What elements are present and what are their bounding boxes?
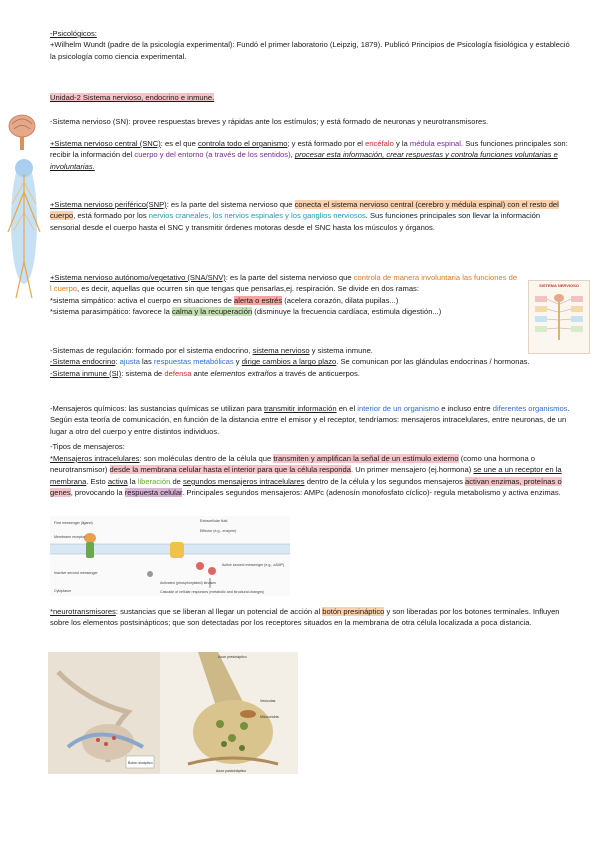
snc-paragraph: [50, 138, 570, 172]
signal-label-cascade: Cascade of cellular responses (metabolic and structural changes): [160, 590, 265, 594]
synapse-label-mitocondria: Mitocondria: [260, 715, 279, 719]
endocrino-respuestas: respuestas metabólicas: [153, 357, 234, 367]
inmune-text: : sistema de: [121, 368, 165, 378]
regulacion-sistema-nervioso: sistema nervioso: [252, 346, 310, 355]
endocrino-ajusta: ajusta: [119, 357, 140, 367]
synapse-label-axon-pre: Axon presináptico: [218, 655, 247, 659]
synapse-label-vesiculas: Vesículas: [260, 699, 276, 703]
intracelulares-text: la: [127, 476, 138, 486]
sn-paragraph: -Sistema nervioso (SN): provee respuestas breves y rápidas ante los estímulos; y está formado de neuronas y neurotransmisores.: [50, 117, 489, 126]
snc-text: ; y está formado por el: [287, 139, 366, 148]
signal-label-effector: Effector (e.g., enzyme): [200, 529, 237, 533]
signal-label-first: First messenger (ligand): [54, 521, 93, 525]
intracelulares-liberacion: liberación: [137, 476, 171, 486]
snc-encefalo: encéfalo: [365, 139, 394, 148]
neuro-label: *neurotransmisores: [50, 607, 116, 616]
sna-label: +Sistema nervioso autónomo/vegetativo (SNA/SNV): [50, 273, 226, 282]
snc-entorno: cuerpo y del entorno (a través de los sentidos): [134, 150, 291, 160]
parasimpatico-text: *sistema parasimpático: favorece la: [50, 307, 172, 317]
mensajeros-text: -Mensajeros químicos: las sustancias químicas se utilizan para: [50, 404, 264, 413]
sna-text: : es la parte del sistema nervioso que: [225, 273, 354, 282]
endocrino-text: y: [233, 357, 242, 367]
mensajeros-text: en el: [336, 404, 358, 413]
snp-text: , está formado por los: [73, 211, 149, 221]
endocrino-text: . Se comunican por las glándulas endocrinas / hormonas.: [336, 357, 530, 367]
regulacion-text: y sistema inmune.: [309, 346, 373, 355]
snc-controla: controla todo el organismo: [197, 139, 288, 148]
synapse-label-boton: Botón sináptico: [128, 761, 153, 765]
snp-conecta: conecta el sistema nervioso central (cerebro y médula espinal) con el resto del cuerpo: [50, 200, 559, 221]
neuro-paragraph: [50, 606, 570, 629]
mensajeros-interior: interior de un organismo: [357, 404, 440, 413]
neuro-text: : sustancias que se liberan al llegar un potencial de acción al: [115, 607, 323, 616]
regulacion-text: -Sistemas de regulación: formado por el sistema endocrino,: [50, 346, 253, 355]
snc-medula: médula espinal: [409, 139, 461, 148]
wundt-paragraph: +Wilhelm Wundt (padre de la psicología experimental): Fundó el primer laboratorio (Leipzig, 1879). Publicó Principios de Psicología fisiológica y estableció la psicología como ciencia experimental.: [50, 40, 570, 61]
snp-paragraph: [50, 199, 570, 233]
mensajeros-paragraph: [50, 403, 570, 437]
unidad-title: Unidad-2 Sistema nervioso, endocrino e inmune.: [50, 93, 215, 102]
sna-controla: controla de manera involuntaria las funciones de l cuerpo: [50, 273, 518, 294]
synapse-figure: [48, 652, 298, 774]
simpatico-text: *sistema simpático: activa el cuerpo en situaciones de: [50, 295, 235, 305]
sna-chart-title: SISTEMA NERVIOSO: [539, 283, 579, 288]
intracelulares-label: *Mensajeros intracelulares: [50, 454, 140, 463]
mensajeros-transmitir: transmitir información: [263, 404, 337, 413]
intracelulares-activan: activan enzimas, proteínas o genes: [50, 476, 562, 498]
endocrino-line: [50, 356, 560, 367]
mensajeros-text: e incluso entre: [439, 404, 493, 413]
psicologicos-section: [50, 28, 570, 62]
neuro-text: y son liberadas por los botones terminales. Influyen sobre los elementos postsinápticos; que son detectadas por los receptores situados en la membrana de otra célula localizada a poca distancia.: [50, 607, 560, 628]
neuro-boton: botón presináptico: [322, 607, 385, 616]
intracelulares-text: dentro de la célula y los segundos mensajeros: [304, 476, 465, 486]
inmune-defensa: defensa: [164, 368, 192, 378]
mensajeros-diferentes: diferentes organismos: [492, 404, 568, 413]
intracelulares-paragraph: [50, 453, 570, 499]
snp-text: . Sus funciones principales son llevar la información sensorial desde el cuerpo hasta el SNC y transmitir órdenes motoras desde el SNC hasta los músculos y órganos.: [50, 211, 541, 232]
snc-procesar: procesar esta información, crear respuestas y controla funciones voluntarias e involuntarias.: [50, 150, 558, 171]
unidad-title-row: [50, 92, 570, 103]
snc-label: +Sistema nervioso central (SNC): [50, 139, 161, 148]
signal-label-kinases: Activated (phosphorylated) kinases: [160, 581, 216, 585]
inmune-elementos: elementos extraños: [210, 368, 277, 378]
intracelulares-segundos: segundos mensajeros intracelulares: [183, 476, 305, 486]
mensajeros-text: . Según esta teoría de comunicación, en función de la distancia entre el emisor y el receptor, tendríamos: mensajeros intracelulares, entre neuronas, de un lugar a otro del cuerpo y entre distintos individuos.: [50, 404, 570, 436]
intracelulares-text: , provocando la: [70, 488, 125, 498]
sna-text: , es decir, aquellas que ocurren sin que tengas que pensarlas,ej. respiración. Se divide en dos ramas:: [77, 284, 419, 294]
inmune-text: ante: [191, 368, 211, 378]
snp-label: +Sistema nervioso periférico(SNP): [50, 200, 167, 209]
intracelulares-transmiten: transmiten y amplifican la señal de un estímulo externo: [273, 454, 459, 463]
regulacion-line: [50, 345, 560, 356]
signal-label-inactive: Inactive second messenger: [54, 571, 98, 575]
snc-text: : es el que: [160, 139, 198, 148]
intracelulares-respuesta: respuesta celular: [124, 488, 183, 498]
regulacion-section: [50, 345, 560, 379]
synapse-label-axon-post: Axon postsináptico: [216, 769, 247, 773]
intracelulares-receptor: se une a un receptor en la membrana: [50, 465, 562, 486]
intracelulares-text: . Esto: [86, 476, 108, 486]
intracelulares-text: . Principales segundos mensajeros: AMPc (adenosín monofosfato cíclico)- regula metabolismo y activa enzimas.: [182, 488, 561, 498]
intracelulares-desde: desde la membrana celular hasta el interior para que la célula responda: [109, 465, 351, 475]
sna-chart-diagram: [529, 288, 589, 350]
snp-nervios: nervios craneales, los nervios espinales y los ganglios nerviosos: [148, 211, 366, 221]
snp-text: : es la parte del sistema nervioso que: [166, 200, 295, 209]
inmune-label: -Sistema inmune (SI): [50, 368, 122, 378]
endocrino-text: :: [115, 357, 120, 367]
sna-paragraph: [50, 272, 520, 318]
intracelulares-text: . Un primer mensajero (ej.hormona): [350, 465, 474, 475]
intracelulares-text: : son moléculas dentro de la célula que: [139, 454, 274, 463]
signal-label-receptor: Membrane receptor: [54, 535, 86, 539]
inmune-line: [50, 368, 560, 379]
intracelulares-text: de: [170, 476, 183, 486]
parasimpatico-calma: calma y la recuperación: [171, 307, 253, 317]
parasimpatico-text: (disminuye la frecuencia cardíaca, estimula digestión...): [252, 307, 442, 317]
body-nervous-system-figure: [0, 112, 52, 302]
endocrino-dirige: dirige cambios a largo plazo: [241, 357, 337, 367]
second-messenger-figure: [50, 516, 290, 596]
simpatico-text: (acelera corazón, dilata pupilas...): [282, 295, 399, 305]
intracelulares-activa: activa: [107, 476, 128, 486]
sna-chart-figure: [528, 280, 590, 354]
signal-label-cytoplasm: Cytoplasm: [54, 589, 71, 593]
signal-label-active: Active second messenger (e.g., cAMP): [222, 563, 285, 567]
snc-text: y la: [393, 139, 410, 148]
simpatico-alerta: alerta o estrés: [234, 295, 283, 305]
tipos-title: -Tipos de mensajeros:: [50, 442, 125, 451]
signal-label-extracellular: Extracellular fluid: [200, 519, 228, 523]
endocrino-text: las: [139, 357, 154, 367]
snc-text: ,: [290, 150, 295, 160]
psicologicos-title: -Psicológicos:: [50, 29, 97, 38]
intracelulares-text: (como una hormona o neurotransmisor): [50, 454, 536, 475]
inmune-text: a través de anticuerpos.: [276, 368, 360, 378]
endocrino-label: -Sistema endocrino: [50, 357, 116, 367]
snc-text: . Sus funciones principales son: recibir la información del: [50, 139, 568, 160]
